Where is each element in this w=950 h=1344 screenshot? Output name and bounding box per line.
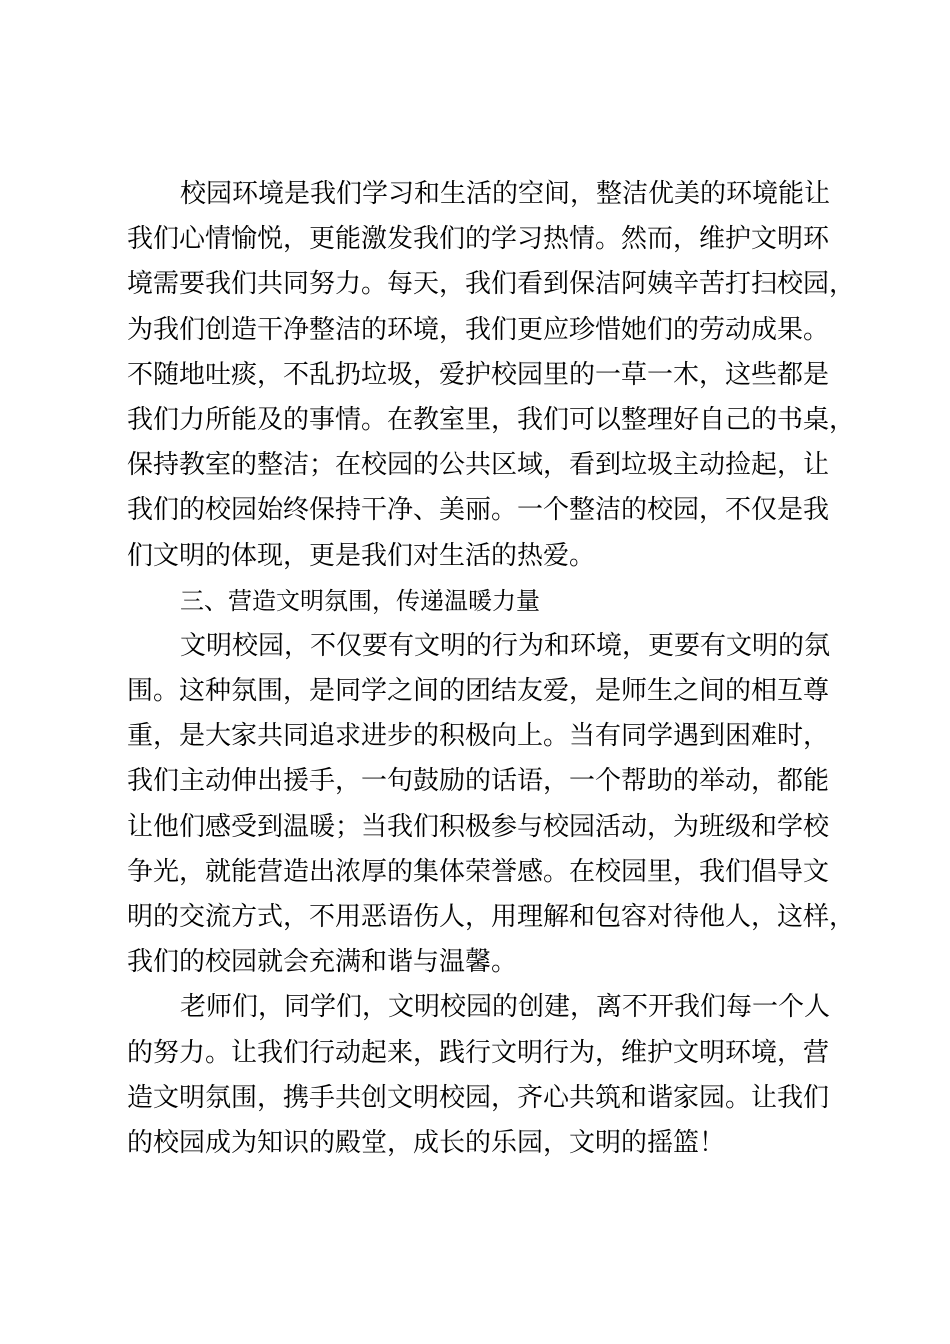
paragraph-line: 校园环境是我们学习和生活的空间，整洁优美的环境能让 (180, 179, 831, 209)
document-body (127, 172, 867, 1166)
paragraph-line: 不随地吐痰，不乱扔垃圾，爱护校园里的一草一木，这些都是 (127, 359, 830, 390)
paragraph-line: 保持教室的整洁；在校园的公共区域，看到垃圾主动捡起，让 (127, 450, 830, 481)
paragraph-line: 境需要我们共同努力。每天，我们看到保洁阿姨辛苦打扫校园， (127, 269, 856, 300)
paragraph-line: 围。这种氛围，是同学之间的团结友爱，是师生之间的相互尊 (127, 676, 830, 707)
paragraph-campus-environment (127, 172, 867, 579)
paragraph-line: 造文明氛围，携手共创文明校园，齐心共筑和谐家园。让我们 (127, 1082, 830, 1113)
paragraph-line: 明的交流方式，不用恶语伤人，用理解和包容对待他人，这样， (127, 902, 856, 932)
paragraph-closing (127, 985, 867, 1166)
paragraph-line: 让他们感受到温暖；当我们积极参与校园活动，为班级和学校 (127, 811, 830, 842)
paragraph-line: 重，是大家共同追求进步的积极向上。当有同学遇到困难时， (127, 721, 830, 752)
section-heading: 三、营造文明氛围，传递温暖力量 (180, 586, 540, 615)
paragraph-line: 我们心情愉悦，更能激发我们的学习热情。然而，维护文明环 (127, 224, 830, 255)
paragraph-line: 我们的校园就会充满和谐与温馨。 (127, 947, 518, 978)
paragraph-line: 为我们创造干净整洁的环境，我们更应珍惜她们的劳动成果。 (127, 314, 830, 345)
paragraph-civilized-atmosphere (127, 624, 867, 986)
paragraph-line: 我们的校园始终保持干净、美丽。一个整洁的校园，不仅是我 (127, 495, 830, 526)
paragraph-line: 老师们，同学们，文明校园的创建，离不开我们每一个人 (180, 992, 831, 1023)
paragraph-line: 争光，就能营造出浓厚的集体荣誉感。在校园里，我们倡导文 (127, 856, 830, 887)
paragraph-line: 我们力所能及的事情。在教室里，我们可以整理好自己的书桌， (127, 404, 856, 435)
paragraph-line: 我们主动伸出援手，一句鼓励的话语，一个帮助的举动，都能 (127, 766, 830, 797)
paragraph-line: 的校园成为知识的殿堂，成长的乐园，文明的摇篮！ (127, 1127, 726, 1158)
paragraph-line: 们文明的体现，更是我们对生活的热爱。 (127, 540, 596, 571)
paragraph-line: 文明校园，不仅要有文明的行为和环境，更要有文明的氛 (180, 630, 831, 661)
paragraph-line: 的努力。让我们行动起来，践行文明行为，维护文明环境，营 (127, 1037, 830, 1068)
